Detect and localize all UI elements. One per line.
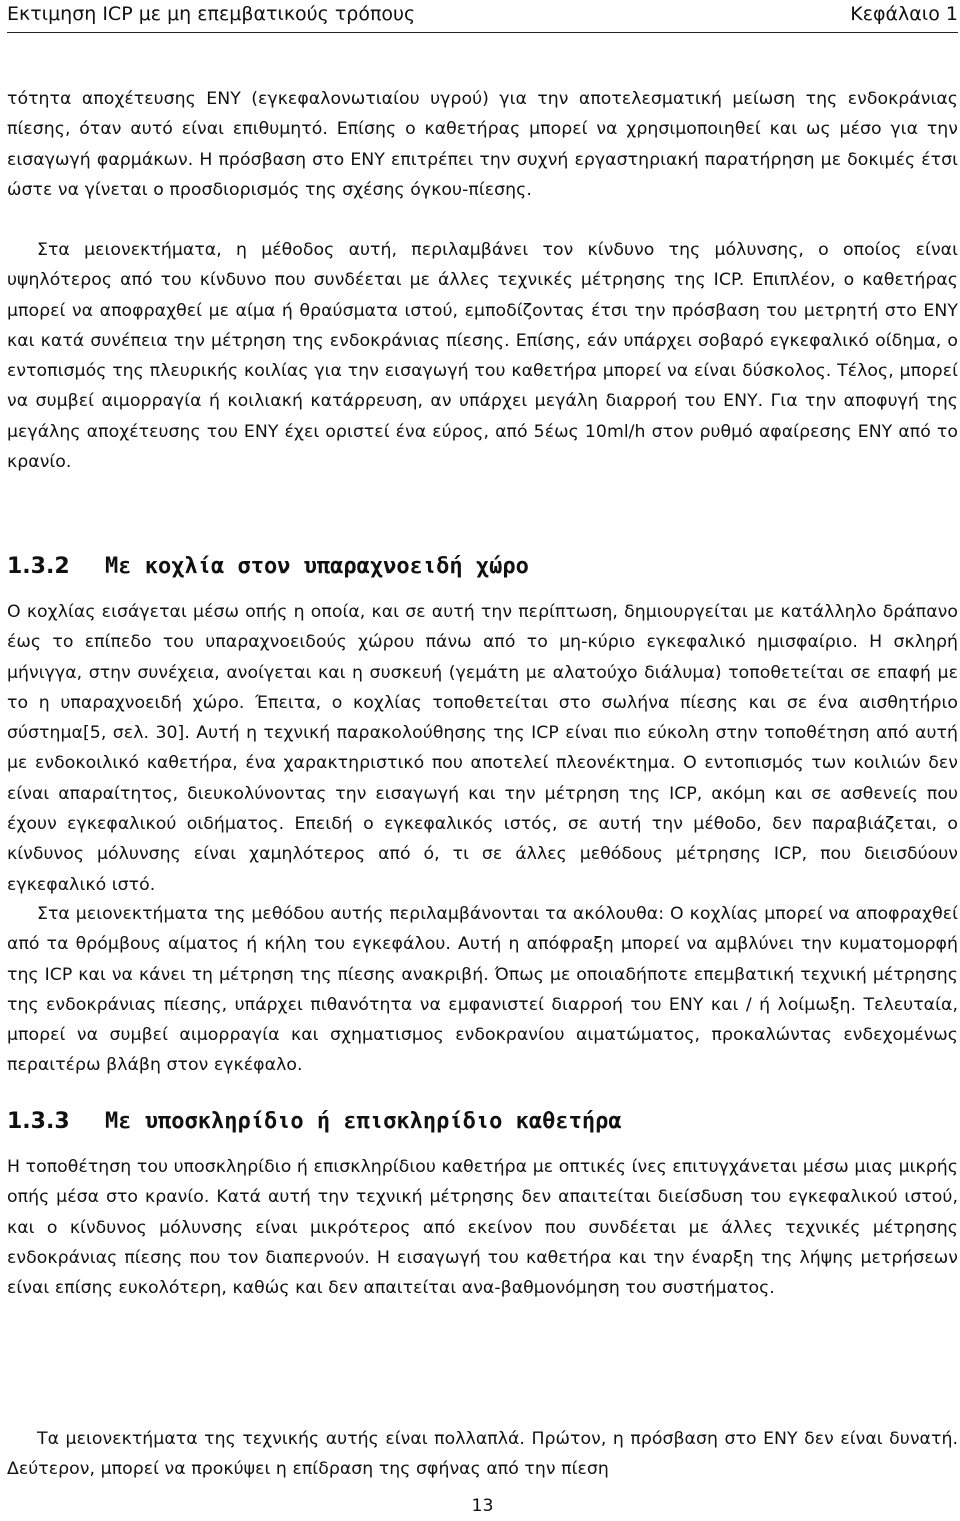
section-number: 1.3.2 <box>7 554 70 579</box>
section-heading-1-3-2 <box>7 554 958 579</box>
running-header <box>7 0 958 33</box>
paragraph-bolt-description: Ο κοχλίας εισάγεται μέσω οπής η οποία, και σε αυτή την περίπτωση, δημιουργείται με κατάλληλο δράπανο έως το επίπεδο του υπαραχνοειδούς χώρου πάνω από το μη-κύριο εγκεφαλικό ημισφαίριο. Η σκληρή μήνιγγα, στην συνέχεια, ανοίγεται και η συσκευή (γεμάτη με αλατούχο διάλυμα) τοποθετείται σε επαφή με το η υπαραχνοειδή χώρο. Έπειτα, ο κοχλίας τοποθετείται στο σωλήνα πίεσης και σε ένα αισθητήριο σύστημα[5, σελ. 30]. Αυτή η τεχνική παρακολούθησης της ICP είναι πιο εύκολη στην τοποθέτηση από αυτή με ενδοκοιλικό καθετήρα, ένα χαρακτηριστικό που αποτελεί πλεονέκτημα. Ο εντοπισμός των κοιλιών δεν είναι απαραίτητος, διευκολύνοντας την εισαγωγή και την μέτρηση της ICP, ακόμη και σε ασθενείς που έχουν εγκεφαλικού οιδήματος. Επειδή ο εγκεφαλικός ιστός, σε αυτή την μέθοδο, δεν παραβιάζεται, ο κίνδυνος μόλυνσης είναι χαμηλότερος από ό, τι σε άλλες μεθόδους μέτρησης ICP, που διεισδύουν εγκεφαλικό ιστό. <box>7 602 958 895</box>
section-title: Με υποσκληρίδιο ή επισκληρίδιο καθετήρα <box>105 1109 622 1134</box>
running-header-title: Εκτιμηση ICP με μη επεμβατικούς τρόπους <box>7 3 416 25</box>
running-header-chapter: Κεφάλαιο 1 <box>850 3 958 25</box>
section-number: 1.3.3 <box>7 1109 70 1134</box>
section-heading-1-3-3 <box>7 1109 958 1134</box>
paragraph-subdural-description: Η τοποθέτηση του υποσκληρίδιο ή επισκληρίδιου καθετήρα με οπτικές ίνες επιτυγχάνεται μέσω μιας μικρής οπής μέσα στο κρανίο. Κατά αυτή την τεχνική μέτρησης δεν απαιτείται διείσδυση του εγκεφαλικού ιστού, και ο κίνδυνος μόλυνσης είναι μικρότερος από εκείνον που συνδέεται με άλλες τεχνικές μέτρησης ενδοκράνιας πίεσης που τον διαπερνούν. Η εισαγωγή του καθετήρα και την έναρξη της λήψης μετρήσεων είναι επίσης ευκολότερη, καθώς και δεν απαιτείται ανα-βαθμονόμηση του συστήματος. <box>7 1157 958 1299</box>
section-title: Με κοχλία στον υπαραχνοειδή χώρο <box>105 554 529 579</box>
paragraph-evd-continued: τότητα αποχέτευσης ΕΝΥ (εγκεφαλονωτιαίου υγρού) για την αποτελεσματική μείωση της ενδοκράνιας πίεσης, όταν αυτό είναι επιθυμητό. Επίσης ο καθετήρας μπορεί να χρησιμοποιηθεί και ως μέσο για την εισαγωγή φαρμάκων. Η πρόσβαση στο ΕΝΥ επιτρέπει την συχνή εργαστηριακή παρατήρηση με δοκιμές έτσι ώστε να γίνεται ο προσδιορισμός της σχέσης όγκου-πίεσης. <box>7 89 958 200</box>
page-number: 13 <box>471 1496 494 1516</box>
paragraph-evd-disadvantages: Στα μειονεκτήματα, η μέθοδος αυτή, περιλαμβάνει τον κίνδυνο της μόλυνσης, ο οποίος είναι υψηλότερος από του κίνδυνο που συνδέεται με άλλες τεχνικές μέτρησης της ICP. Επιπλέον, ο καθετήρας μπορεί να αποφραχθεί με αίμα ή θραύσματα ιστού, εμποδίζοντας έτσι την πρόσβαση του μετρητή στο ΕΝΥ και κατά συνέπεια την μέτρηση της ενδοκράνιας πίεσης. Επίσης, εάν υπάρχει σοβαρό εγκεφαλικό οίδημα, ο εντοπισμός της πλευρικής κοιλίας για την εισαγωγή του καθετήρα μπορεί να είναι δύσκολος. Τέλος, μπορεί να συμβεί αιμορραγία ή κοιλιακή κατάρρευση, αν υπάρχει μεγάλη διαρροή του ΕΝΥ. Για την αποφυγή της μεγάλης αποχέτευσης του ΕΝΥ έχει οριστεί ένα εύρος, από 5έως 10ml/h στον ρυθμό αφαίρεσης ΕΝΥ από το κρανίο. <box>7 240 958 473</box>
paragraph-bolt-disadvantages: Στα μειονεκτήματα της μεθόδου αυτής περιλαμβάνονται τα ακόλουθα: Ο κοχλίας μπορεί να αποφραχθεί από τα θρόμβους αίματος ή κήλη του εγκεφάλου. Αυτή η απόφραξη μπορεί να αμβλύνει την κυματομορφή της ICP και να κάνει τη μέτρηση της πίεσης ανακριβή. Όπως με οποιαδήποτε επεμβατική τεχνική μέτρησης της ενδοκράνιας πίεσης, υπάρχει πιθανότητα να εμφανιστεί διαρροή του ΕΝΥ και / ή λοίμωξη. Τελευταία, μπορεί να συμβεί αιμορραγία και σχηματισμος ενδοκρανίου αιματώματος, προκαλώντας ενδεχομένως περαιτέρω βλάβη στον εγκέφαλο. <box>7 904 958 1076</box>
paragraph-subdural-disadvantages: Τα μειονεκτήματα της τεχνικής αυτής είναι πολλαπλά. Πρώτον, η πρόσβαση στο ΕΝΥ δεν είναι δυνατή. Δεύτερον, μπορεί να προκύψει η επίδραση της σφήνας από την πίεση <box>7 1429 958 1480</box>
